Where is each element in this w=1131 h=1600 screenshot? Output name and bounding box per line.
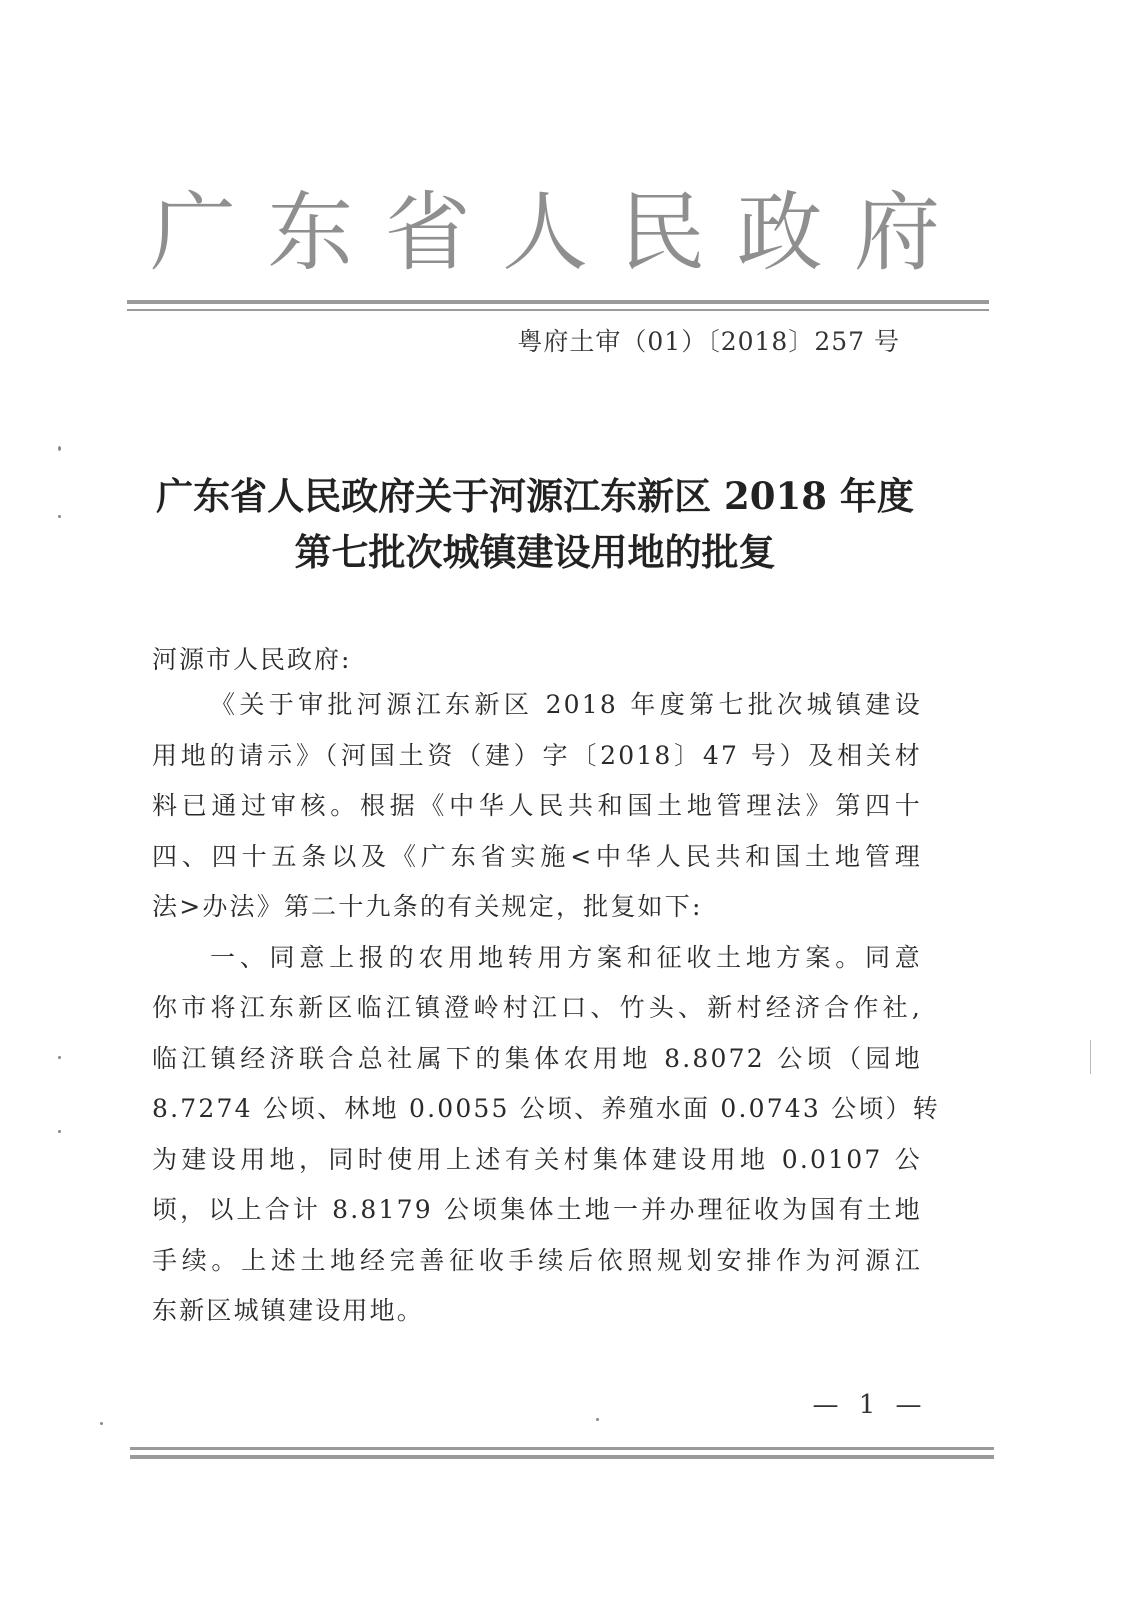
body-text <box>152 680 940 1337</box>
body-line: 用地的请示》（河国土资（建）字〔2018〕47 号）及相关材 <box>152 740 922 770</box>
header-char: 人 <box>501 183 588 283</box>
header-divider-thin <box>127 309 989 311</box>
scan-speck <box>58 446 61 451</box>
scan-speck <box>58 515 61 518</box>
salutation: 河源市人民政府: <box>152 645 352 674</box>
document-title <box>130 468 940 580</box>
page-number: — 1 — <box>812 1390 928 1420</box>
body-line: 为建设用地，同时使用上述有关村集体建设用地 0.0107 公 <box>152 1144 922 1174</box>
body-line: 顷，以上合计 8.8179 公顷集体土地一并办理征收为国有土地 <box>152 1195 922 1224</box>
scan-speck <box>58 1130 61 1133</box>
title-line: 第七批次城镇建设用地的批复 <box>294 530 776 574</box>
header-char: 民 <box>619 183 706 283</box>
body-line: 《关于审批河源江东新区 2018 年度第七批次城镇建设 <box>210 690 922 719</box>
header-divider <box>127 300 989 304</box>
body-line: 8.7274 公顷、林地 0.0055 公顷、养殖水面 0.0743 公顷）转 <box>152 1094 940 1123</box>
header-char: 政 <box>736 183 823 283</box>
scan-edge-mark <box>1090 1040 1091 1074</box>
body-line: 四、四十五条以及《广东省实施<中华人民共和国土地管理 <box>152 841 922 871</box>
title-line: 广东省人民政府关于河源江东新区 2018 年度 <box>156 474 914 518</box>
issuing-authority-header <box>150 178 940 288</box>
footer-divider <box>130 1447 994 1450</box>
header-char: 广 <box>150 183 236 283</box>
scan-speck <box>58 1056 61 1059</box>
header-char: 府 <box>853 183 940 283</box>
footer-divider-thick <box>130 1455 994 1459</box>
scan-speck <box>100 1422 103 1425</box>
scan-speck <box>596 1418 599 1421</box>
body-line: 临江镇经济联合总社属下的集体农用地 8.8072 公顷（园地 <box>152 1043 922 1073</box>
body-line: 一、同意上报的农用地转用方案和征收土地方案。同意 <box>210 942 922 972</box>
body-line: 料已通过审核。根据《中华人民共和国土地管理法》第四十 <box>152 791 922 820</box>
document-number: 粤府土审（01）〔2018〕257 号 <box>517 327 900 356</box>
body-line: 法>办法》第二十九条的有关规定，批复如下: <box>152 892 703 921</box>
header-char: 省 <box>384 183 471 283</box>
body-line: 手续。上述土地经完善征收手续后依照规划安排作为河源江 <box>152 1245 922 1275</box>
header-char: 东 <box>267 183 354 283</box>
body-line: 你市将江东新区临江镇澄岭村江口、竹头、新村经济合作社, <box>152 993 922 1022</box>
body-line: 东新区城镇建设用地。 <box>152 1296 425 1325</box>
